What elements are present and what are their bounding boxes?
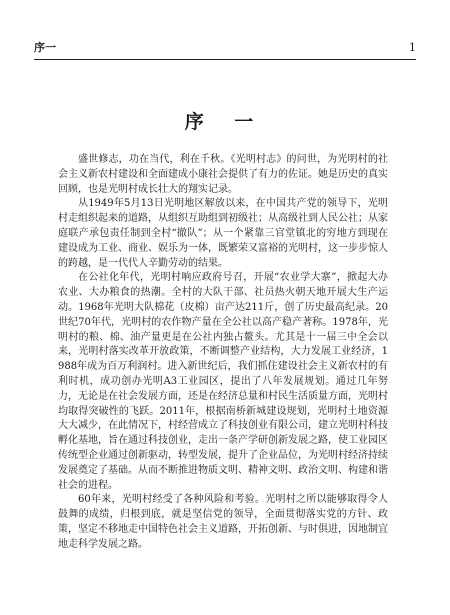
paragraph: 从1949年5月13日光明地区解放以来，在中国共产党的领导下，光明村走组织起来的道路，从组织互助组到初级社；从高级社到人民公社；从家庭联产承包责任制到全村“撤队”；从一个紧靠三官堂镇北的穷地方到现在建设成为工业、商业、娱乐为一体，既繁荣又富裕的光明村，这一步步惊人的跨越，是一代代人辛勤劳动的结果。 (58, 198, 388, 269)
running-header (34, 40, 416, 56)
paragraph: 在公社化年代，光明村响应政府号召，开展“农业学大寨”，掀起大办农业、大办粮食的热潮。全村的大队干部、社员热火朝天地开展大生产运动。1968年光明大队棉花（皮棉）亩产达211斤，创了历史最高纪录。20世纪70年代，光明村的农作物产量在全公社以高产稳产著称。1978年，光明村的粮、棉、油产量更是在公社内独占鳌头。尤其是十一届三中全会以来，光明村落实改革开放政策，不断调整产业结构，大力发展工业经济，1988年成为百万利润村。进入新世纪后，我们抓住建设社会主义新农村的有利时机，成功创办光明A3工业园区，提出了八年发展规划。通过几年努力，无论是在社会发展方面，还是在经济总量和村民生活质量方面，光明村均取得突破性的飞跃。2011年，根据南桥新城建设规划，光明村土地资源大大减少，在此情况下，村经营成立了科技创业有限公司，建立光明村科技孵化基地，旨在通过科技创业，走出一条产学研创新发展之路，使工业园区传统型企业通过创新驱动，转型发展，提升了企业品位，为光明村经济持续发展奠定了基础。从而不断推进物质文明、精神文明、政治文明、构建和谐社会的进程。 (58, 272, 388, 491)
page-title: 序 一 (184, 111, 266, 133)
paragraph: 盛世修志，功在当代，利在千秋。《光明村志》的问世，为光明村的社会主义新农村建设和全面建成小康社会提供了有力的佐证。她是历史的真实回顾，也是光明村成长壮大的翔实记录。 (58, 154, 388, 195)
running-header-title: 序一 (34, 41, 56, 54)
paragraph: 60年来，光明村经受了各种风险和考验。光明村之所以能够取得令人鼓舞的成绩，归根到底，就是坚信党的领导，全面贯彻落实党的方针、政策，坚定不移地走中国特色社会主义道路，开拓创新、与时俱进，因地制宜地走科学发展之路。 (58, 494, 388, 550)
page-number: 1 (409, 41, 416, 54)
header-rule (34, 59, 416, 60)
body-text (58, 153, 388, 553)
